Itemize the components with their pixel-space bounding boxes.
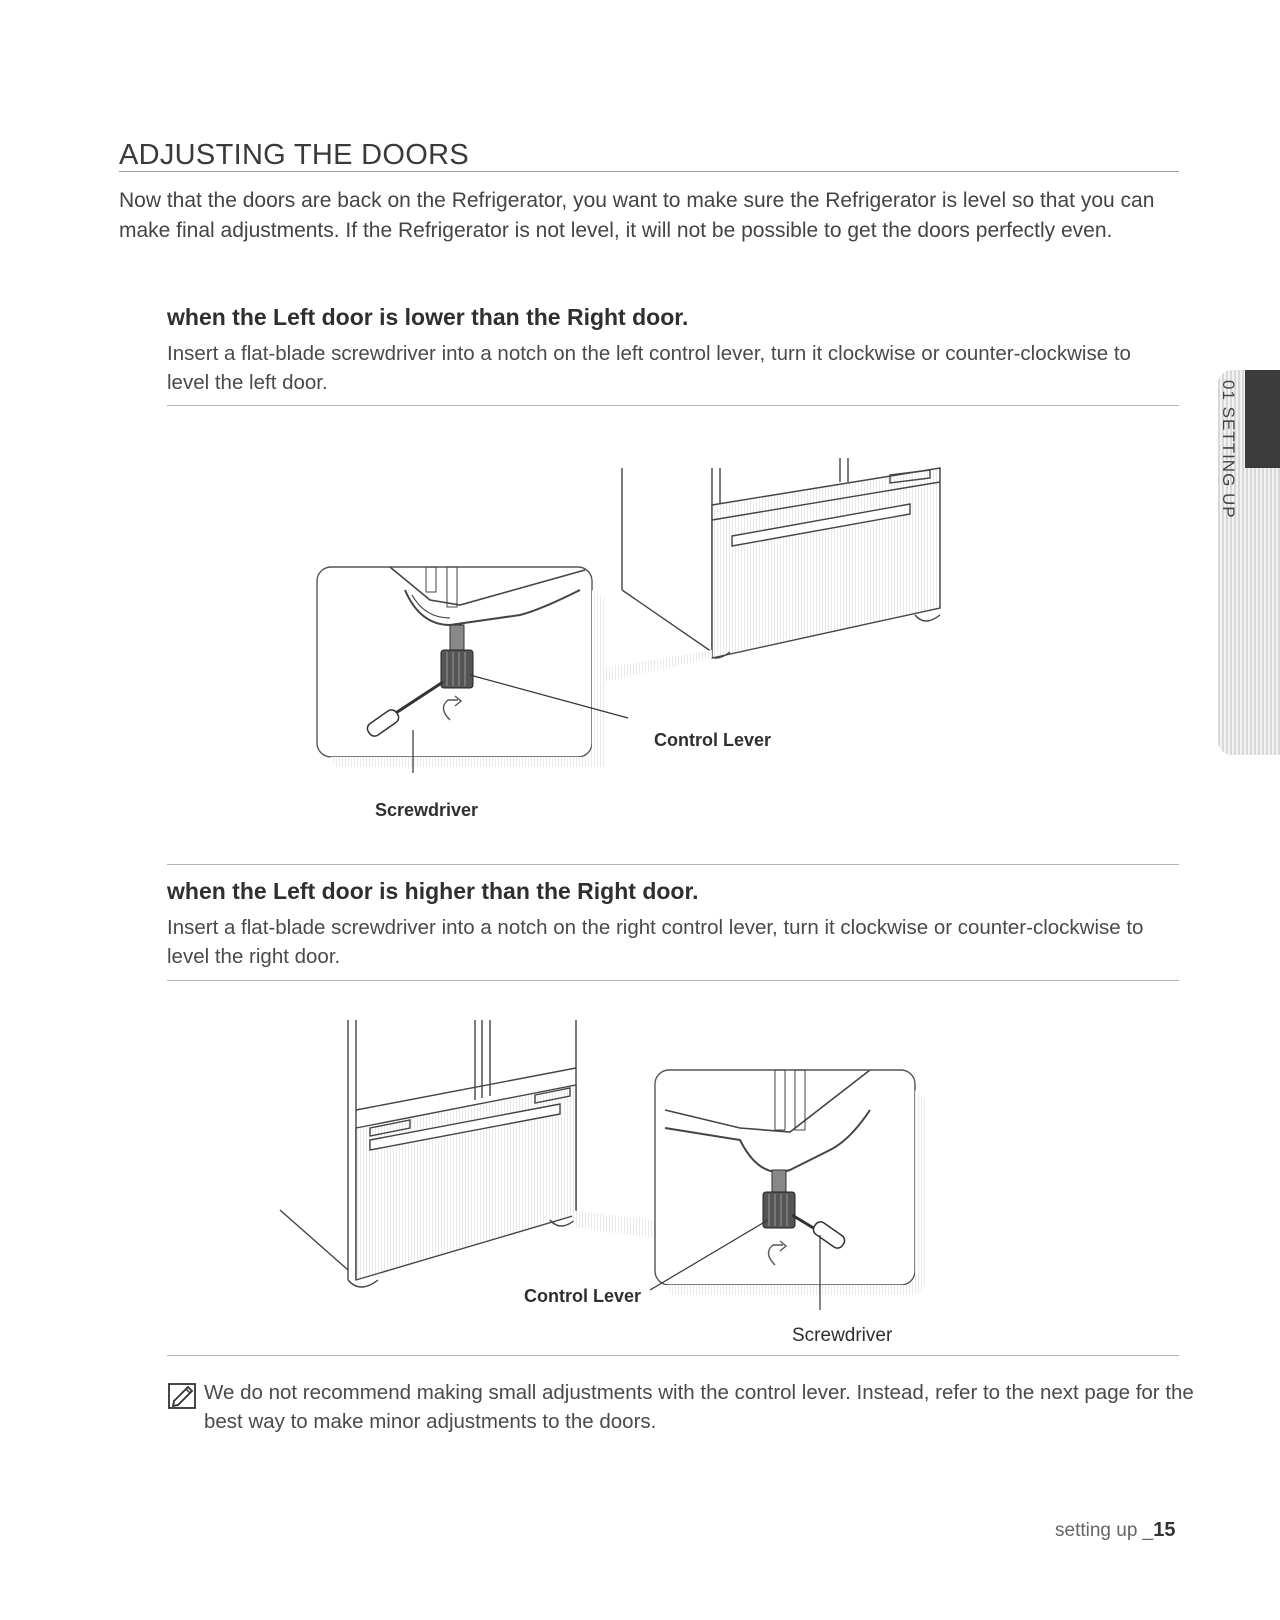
section-lower-text: Insert a flat-blade screwdriver into a notch on the left control lever, turn it clockwise or counter-clockwise to level the left door.	[167, 342, 1131, 394]
title-rule	[119, 171, 1179, 172]
section-higher-heading: when the Left door is higher than the Right door.	[167, 878, 699, 904]
note-icon	[166, 1381, 200, 1411]
section-lower-control-lever-label: Control Lever	[654, 730, 772, 750]
section-higher-screwdriver-label: Screwdriver	[792, 1325, 893, 1346]
refrigerator-drawing	[622, 458, 940, 658]
intro-paragraph: Now that the doors are back on the Refrigerator, you want to make sure the Refrigerator is level so that you can make final adjustments. If the Refrigerator is not level, it will not be possible to get the doors perfectly even.	[119, 189, 1155, 242]
note-text: We do not recommend making small adjustments with the control lever. Instead, refer to the next page for the best way to make minor adjustments to the doors.	[204, 1381, 1194, 1433]
footer-section: setting up _	[1055, 1520, 1154, 1541]
section-higher-rule	[167, 980, 1179, 981]
note-rule	[167, 1355, 1179, 1356]
refrigerator-drawing	[280, 1020, 576, 1287]
inset-closeup	[650, 1070, 925, 1310]
illustration-left-door-lower	[300, 440, 980, 830]
inset-closeup	[317, 567, 628, 773]
illustration-left-door-higher	[270, 1010, 970, 1330]
section-lower-heading: when the Left door is lower than the Right door.	[167, 304, 689, 330]
section-lower-screwdriver-label: Screwdriver	[375, 800, 479, 820]
page-title: ADJUSTING THE DOORS	[119, 139, 469, 171]
page-footer	[1055, 1519, 1176, 1542]
chapter-tab-label: 01 SETTING UP	[1219, 380, 1238, 519]
chapter-tab-marker	[1245, 370, 1280, 468]
section-higher-text: Insert a flat-blade screwdriver into a notch on the right control lever, turn it clockwise or counter-clockwise to level the right door.	[167, 916, 1144, 968]
page-number: 15	[1153, 1519, 1176, 1541]
section-higher-control-lever-label: Control Lever	[524, 1286, 642, 1306]
section-lower-rule	[167, 405, 1179, 406]
section-divider	[167, 864, 1179, 865]
